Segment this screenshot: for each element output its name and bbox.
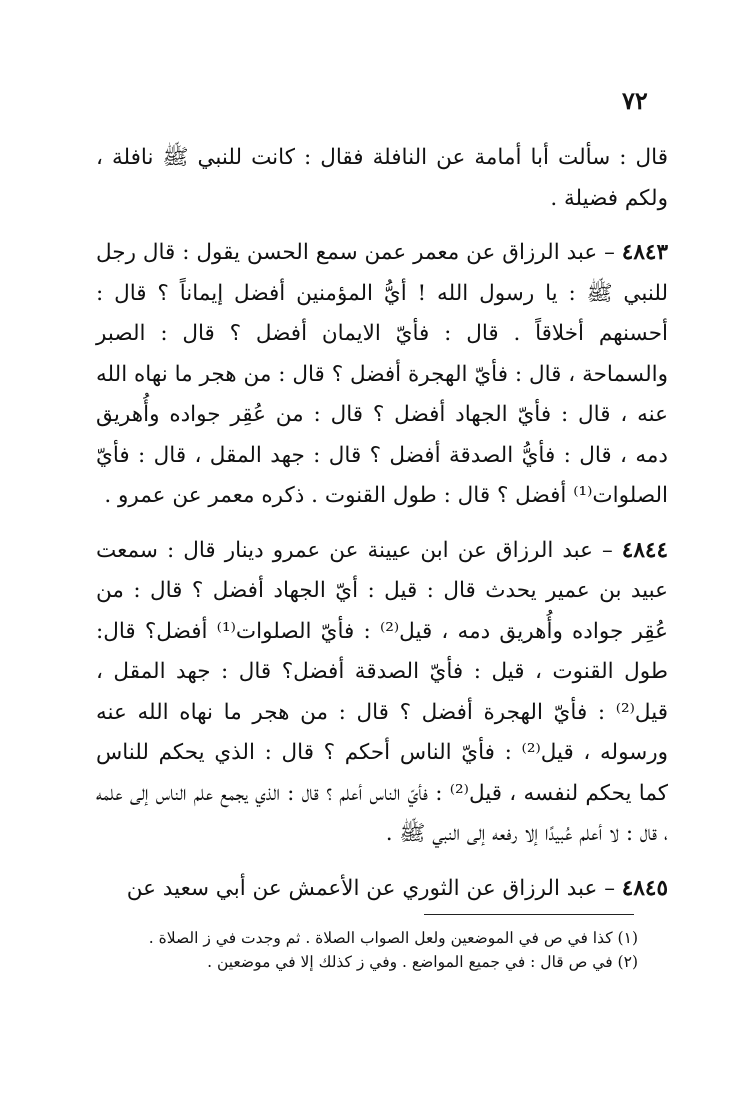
hadith-4844 bbox=[96, 531, 668, 855]
hadith-number: ٤٨٤٥ bbox=[621, 875, 668, 901]
footnote-2: (٢) في ص قال : في جميع المواضع . وفي ز كذلك إلا في موضعين . bbox=[207, 953, 638, 971]
hadith-number: ٤٨٤٤ bbox=[621, 537, 668, 563]
main-text bbox=[96, 138, 668, 909]
footnote-1: (١) كذا في ص في الموضعين ولعل الصواب الصلاة . ثم وجدت في ز الصلاة . bbox=[148, 929, 638, 947]
paragraph-text: – عبد الرزاق عن معمر عمن سمع الحسن يقول : قال رجل للنبي ﷺ : يا رسول الله ! أيُّ المؤمنين أفضل إيماناً ؟ قال : أحسنهم أخلاقاً . قال : فأيّ الايمان أفضل ؟ قال : الصبر والسماحة ، قال : فأيّ الهجرة أفضل ؟ قال : من هجر ما نهاه الله عنه ، قال : فأيّ الجهاد أفضل ؟ قال : من عُقِر جواده وأُهريق دمه ، قال : فأيُّ الصدقة أفضل ؟ قال : جهد المقل ، قال : فأيّ الصلوات⁽¹⁾ أفضل ؟ قال : طول القنوت . ذكره معمر عن عمرو . bbox=[96, 240, 668, 508]
hadith-4843 bbox=[96, 233, 668, 517]
paragraph-text: – عبد الرزاق عن ابن عيينة عن عمرو دينار قال : سمعت عبيد بن عمير يحدث قال : قيل : أيّ الجهاد أفضل ؟ قال : من عُقِر جواده وأُهريق دمه ، قيل⁽²⁾ : فأيّ الصلوات⁽¹⁾ أفضل؟ قال: طول القنوت ، قيل : فأيّ الصدقة أفضل؟ قال : جهد المقل ، قيل⁽²⁾ : فأيّ الهجرة أفضل ؟ قال : من هجر ما نهاه الله عنه ورسوله ، قيل⁽²⁾ : فأيّ الناس أحكم ؟ قال : الذي يحكم للناس كما يحكم لنفسه ، قيل⁽²⁾ : فأيّ الناس أعلم ؟ قال : الذي يجمع علم الناس إلى علمه ، قال : لا أعلم عُبيدًا إلا رفعه إلى النبي ﷺ . bbox=[96, 537, 669, 846]
paragraph-continuation bbox=[96, 138, 668, 219]
page-number: ٧٢ bbox=[622, 86, 648, 115]
hadith-4845 bbox=[96, 869, 668, 910]
paragraph-text: – عبد الرزاق عن الثوري عن الأعمش عن أبي سعيد عن bbox=[126, 875, 615, 901]
footnotes bbox=[96, 926, 638, 974]
footnote-divider bbox=[424, 914, 634, 915]
paragraph-text: قال : سألت أبا أمامة عن النافلة فقال : كانت للنبي ﷺ نافلة ، ولكم فضيلة . bbox=[96, 145, 668, 211]
hadith-number: ٤٨٤٣ bbox=[621, 240, 668, 265]
